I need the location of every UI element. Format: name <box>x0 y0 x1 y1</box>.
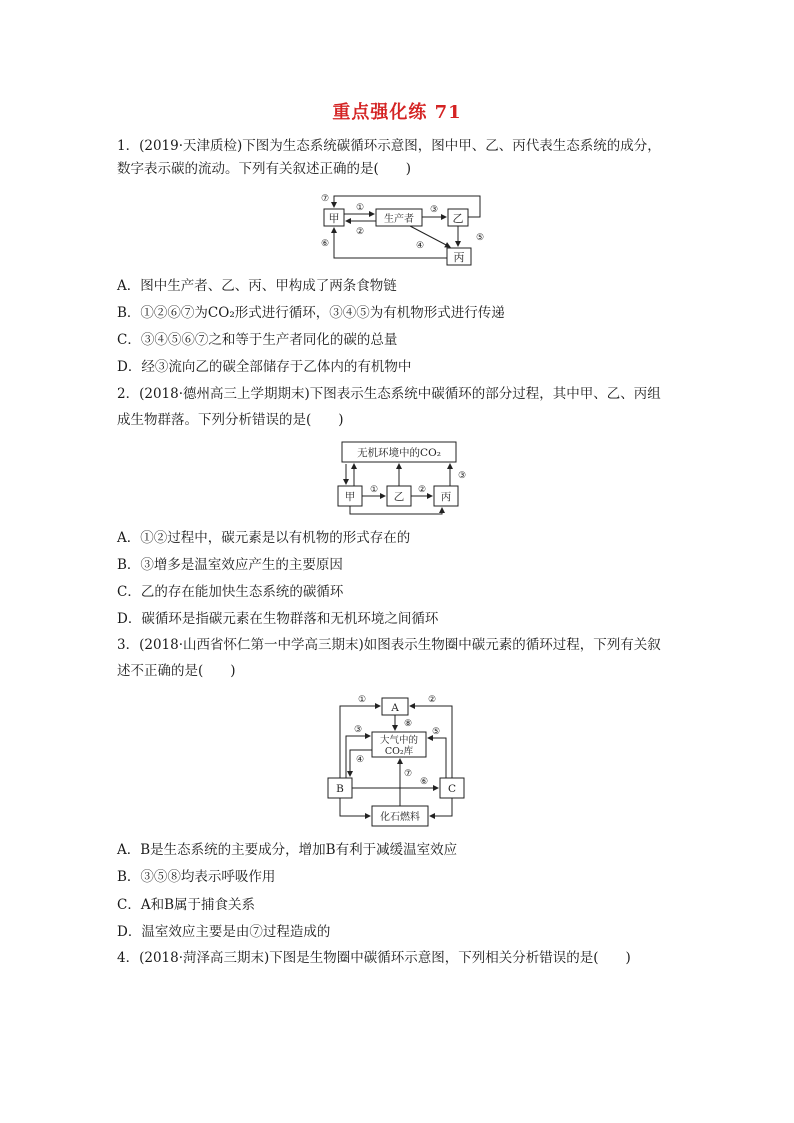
q4-stem-line1: 4．(2018·菏泽高三期末)下图是生物圈中碳循环示意图，下列相关分析错误的是( ) <box>117 950 631 966</box>
q2-node-jia: 甲 <box>344 491 356 503</box>
page-title: 重点强化练 71 <box>332 102 462 123</box>
q1-label-1: ① <box>355 203 365 213</box>
q2-label-2: ② <box>417 485 427 495</box>
q2-option-a: A．①②过程中，碳元素是以有机物的形式存在的 <box>117 530 411 546</box>
q3-node-a: A <box>391 702 399 714</box>
q3-option-c: C．A和B属于捕食关系 <box>117 897 255 913</box>
q3-label-7: ⑦ <box>403 769 413 779</box>
q3-label-3: ③ <box>353 725 363 735</box>
q3-label-6: ⑥ <box>419 777 429 787</box>
q2-option-c: C．乙的存在能加快生态系统的碳循环 <box>117 584 344 600</box>
q1-node-jia: 甲 <box>328 212 340 225</box>
q2-option-b: B．③增多是温室效应产生的主要原因 <box>117 557 343 573</box>
q3-option-d: D．温室效应主要是由⑦过程造成的 <box>117 924 331 940</box>
q1-label-2: ② <box>355 227 365 237</box>
q3-option-b: B．③⑤⑧均表示呼吸作用 <box>117 869 276 885</box>
q3-carbon-cycle-diagram <box>320 692 470 830</box>
q2-stem-line1: 2．(2018·德州高三上学期期末)下图表示生态系统中碳循环的部分过程，其中甲、乙、丙组 <box>117 386 661 402</box>
q1-label-5: ⑤ <box>475 233 485 243</box>
q2-node-yi: 乙 <box>393 491 405 503</box>
q1-label-3: ③ <box>429 205 439 215</box>
q3-option-a: A．B是生态系统的主要成分，增加B有利于减缓温室效应 <box>117 842 458 858</box>
q1-label-4: ④ <box>415 241 425 251</box>
q1-option-c: C．③④⑤⑥⑦之和等于生产者同化的碳的总量 <box>117 332 398 348</box>
q1-carbon-cycle-diagram <box>310 190 500 268</box>
q1-option-a: A．图中生产者、乙、丙、甲构成了两条食物链 <box>117 278 397 294</box>
q3-label-8: ⑧ <box>403 719 413 729</box>
q1-option-b: B．①②⑥⑦为CO₂形式进行循环，③④⑤为有机物形式进行传递 <box>117 305 505 321</box>
q2-co2-label: 无机环境中的CO₂ <box>357 447 441 459</box>
q2-label-3: ③ <box>457 471 467 481</box>
q2-node-bing: 丙 <box>440 491 452 503</box>
q3-label-1: ① <box>357 695 367 705</box>
q3-node-b: B <box>336 783 344 795</box>
q3-node-c: C <box>447 783 457 795</box>
q1-label-7: ⑦ <box>320 194 330 204</box>
q3-stem-line1: 3．(2018·山西省怀仁第一中学高三期末)如图表示生物圈中碳元素的循环过程，下列有关叙 <box>117 637 661 653</box>
q3-label-4: ④ <box>355 755 365 765</box>
q2-stem-line2: 成生物群落。下列分析错误的是( ) <box>117 412 344 428</box>
q1-label-6: ⑥ <box>320 239 330 249</box>
q3-node-fossil: 化石燃料 <box>380 812 420 823</box>
q2-option-d: D．碳循环是指碳元素在生物群落和无机环境之间循环 <box>117 611 439 627</box>
q2-carbon-cycle-diagram <box>330 440 470 518</box>
q1-node-producer: 生产者 <box>384 214 414 225</box>
q3-co2-line2: CO₂库 <box>384 746 414 757</box>
q3-label-2: ② <box>427 695 437 705</box>
q1-stem-line1: 1．(2019·天津质检)下图为生态系统碳循环示意图，图中甲、乙、丙代表生态系统的成分， <box>117 138 661 154</box>
q3-co2-line1: 大气中的 <box>379 735 419 746</box>
q3-label-5: ⑤ <box>431 727 441 737</box>
q3-stem-line2: 述不正确的是( ) <box>117 663 236 679</box>
q1-node-bing: 丙 <box>453 251 465 264</box>
q1-stem-line2: 数字表示碳的流动。下列有关叙述正确的是( ) <box>117 161 412 177</box>
q2-label-1: ① <box>369 485 379 495</box>
q1-option-d: D．经③流向乙的碳全部储存于乙体内的有机物中 <box>117 359 412 375</box>
q1-node-yi: 乙 <box>452 212 464 225</box>
